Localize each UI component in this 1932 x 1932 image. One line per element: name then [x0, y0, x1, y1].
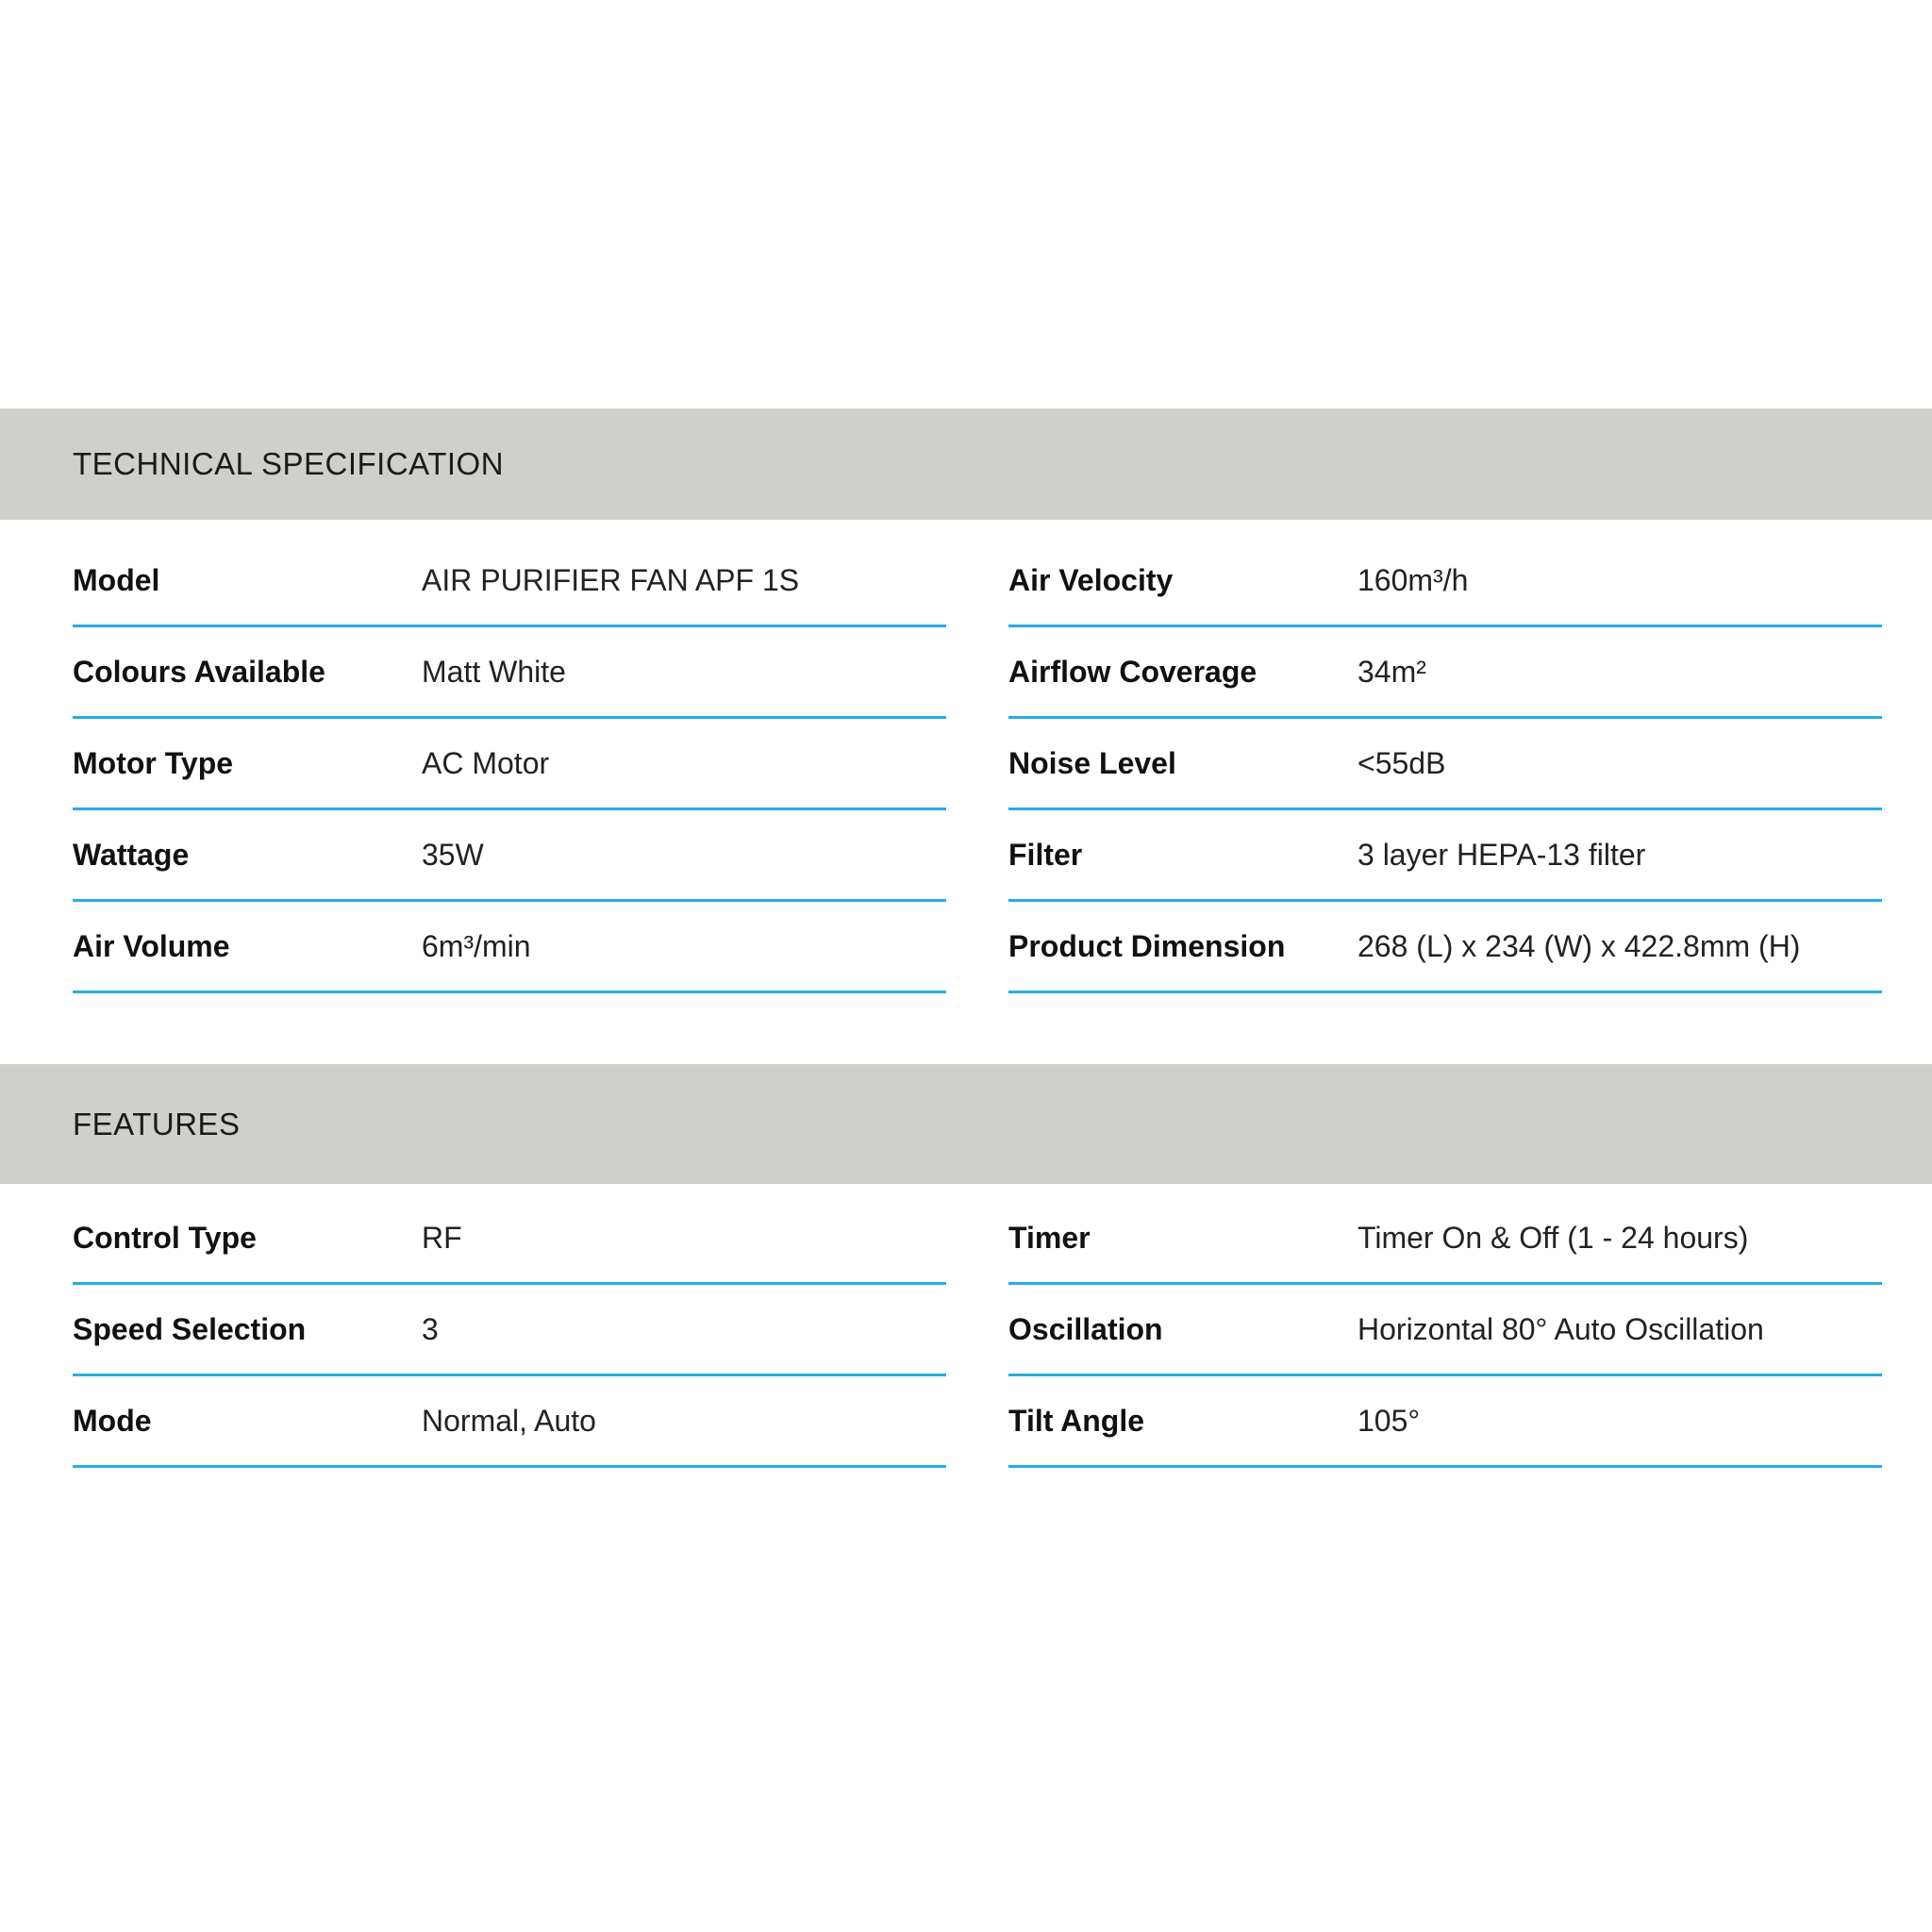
spec-row-product-dimension — [1008, 902, 1882, 993]
feature-row-speed-selection — [73, 1285, 946, 1376]
spec-row-filter — [1008, 810, 1882, 902]
spec-label: Model — [73, 563, 160, 597]
spec-label: Filter — [1008, 838, 1083, 872]
features-column-right — [1008, 1193, 1882, 1468]
spec-row-air-velocity — [1008, 536, 1882, 627]
feature-value: RF — [422, 1221, 462, 1255]
feature-row-timer — [1008, 1193, 1882, 1285]
spec-label: Air Volume — [73, 929, 230, 963]
spec-label: Wattage — [73, 838, 190, 872]
feature-label: Speed Selection — [73, 1312, 307, 1346]
spec-label: Airflow Coverage — [1008, 655, 1257, 689]
feature-value: Timer On & Off (1 - 24 hours) — [1357, 1221, 1749, 1255]
spec-value: AC Motor — [422, 746, 550, 780]
feature-row-tilt-angle — [1008, 1376, 1882, 1468]
spec-label: Noise Level — [1008, 746, 1176, 780]
spec-value: <55dB — [1357, 746, 1446, 780]
spec-row-colours-available — [73, 627, 946, 719]
spec-value: 268 (L) x 234 (W) x 422.8mm (H) — [1357, 929, 1801, 963]
technical-specification-title: TECHNICAL SPECIFICATION — [73, 446, 505, 481]
spec-value: 35W — [422, 838, 484, 872]
feature-value: Normal, Auto — [422, 1404, 596, 1438]
features-column-left — [73, 1193, 946, 1468]
feature-value: Horizontal 80° Auto Oscillation — [1357, 1312, 1764, 1346]
spec-value: 6m³/min — [422, 929, 531, 963]
feature-value: 105° — [1357, 1404, 1421, 1438]
feature-label: Tilt Angle — [1008, 1404, 1144, 1438]
technical-specification-header — [0, 408, 1932, 520]
spec-column-right — [1008, 536, 1882, 993]
feature-label: Timer — [1008, 1221, 1091, 1255]
spec-value: 3 layer HEPA-13 filter — [1357, 838, 1646, 872]
feature-row-mode — [73, 1376, 946, 1468]
spec-label: Product Dimension — [1008, 929, 1286, 963]
feature-value: 3 — [422, 1312, 439, 1346]
spec-label: Colours Available — [73, 655, 325, 689]
feature-label: Control Type — [73, 1221, 257, 1255]
spec-row-airflow-coverage — [1008, 627, 1882, 719]
feature-row-control-type — [73, 1193, 946, 1285]
spec-value: 34m² — [1357, 655, 1426, 689]
spec-column-left — [73, 536, 946, 993]
feature-label: Mode — [73, 1404, 152, 1438]
feature-row-oscillation — [1008, 1285, 1882, 1376]
spec-row-wattage — [73, 810, 946, 902]
spec-label: Motor Type — [73, 746, 234, 780]
feature-label: Oscillation — [1008, 1312, 1163, 1346]
features-title: FEATURES — [73, 1106, 241, 1141]
spec-label: Air Velocity — [1008, 563, 1174, 597]
spec-row-motor-type — [73, 719, 946, 810]
spec-row-air-volume — [73, 902, 946, 993]
features-header — [0, 1064, 1932, 1184]
spec-value: Matt White — [422, 655, 566, 689]
spec-value: AIR PURIFIER FAN APF 1S — [422, 563, 800, 597]
spec-row-noise-level — [1008, 719, 1882, 810]
spec-row-model — [73, 536, 946, 627]
spec-value: 160m³/h — [1357, 563, 1469, 597]
